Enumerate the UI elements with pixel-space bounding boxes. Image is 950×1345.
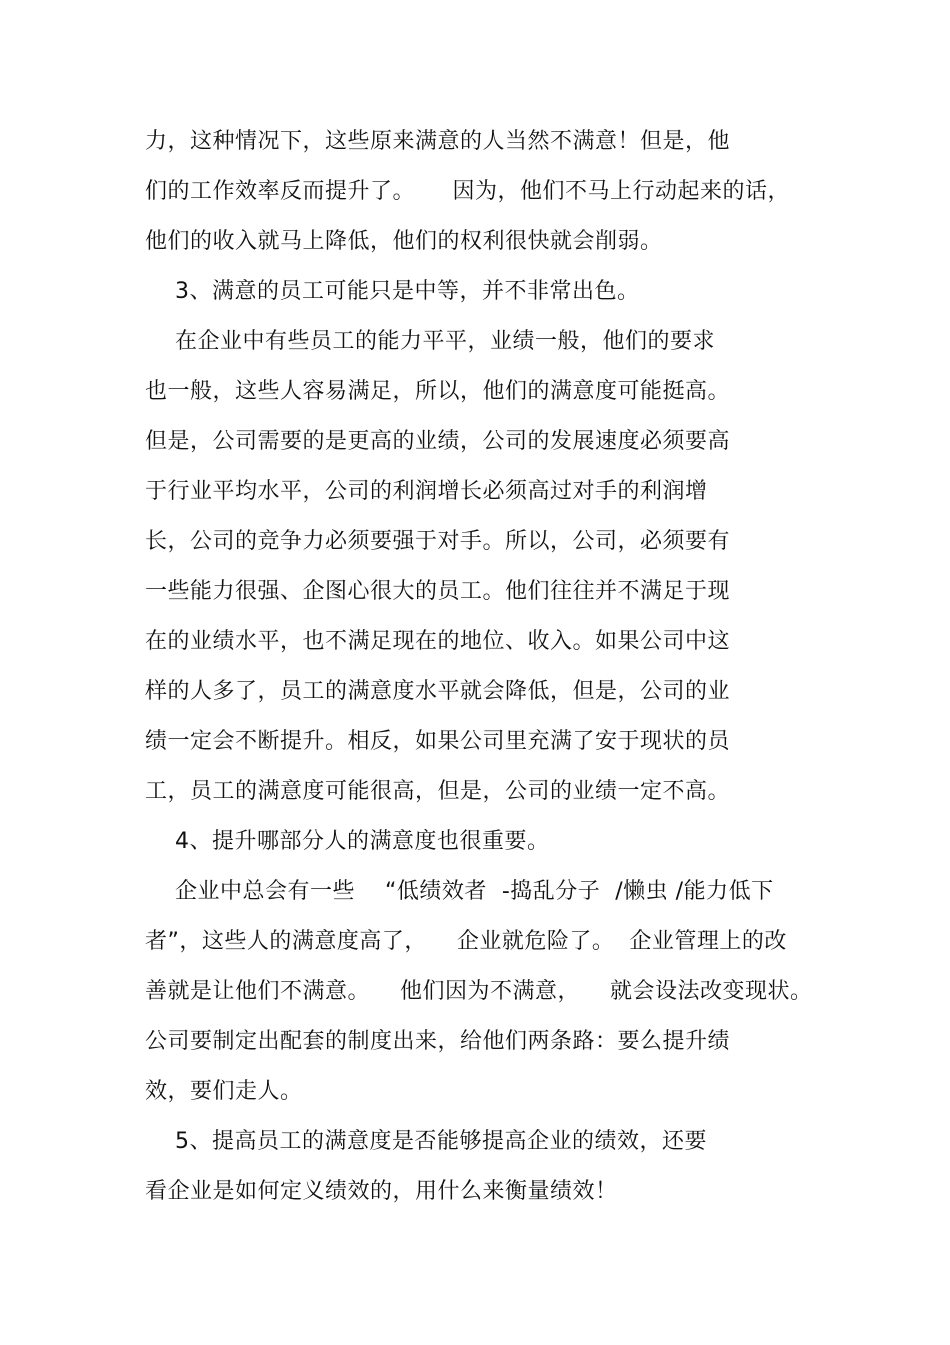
text-line: 看企业是如何定义绩效的，用什么来衡量绩效！ — [145, 1179, 618, 1204]
text-line: 长，公司的竞争力必须要强于对手。所以，公司，必须要有 — [145, 529, 731, 554]
text-line: 企业中总会有一些 “低绩效者 -捣乱分子 /懒虫 /能力低下 — [145, 879, 774, 904]
text-line: 一些能力很强、企图心很大的员工。他们往往并不满足于现 — [145, 579, 731, 604]
text-line: 绩一定会不断提升。相反，如果公司里充满了安于现状的员 — [145, 729, 731, 754]
text-line: 但是，公司需要的是更高的业绩，公司的发展速度必须要高 — [145, 429, 731, 454]
text-line: 在企业中有些员工的能力平平，业绩一般，他们的要求 — [145, 329, 715, 354]
text-line: 于行业平均水平，公司的利润增长必须高过对手的利润增 — [145, 479, 708, 504]
text-line: 公司要制定出配套的制度出来，给他们两条路：要么提升绩 — [145, 1029, 731, 1054]
text-line: 效，要们走人。 — [145, 1079, 303, 1104]
text-line: 们的工作效率反而提升了。 因为，他们不马上行动起来的话， — [145, 179, 790, 204]
text-line: 3、满意的员工可能只是中等，并不非常出色。 — [145, 279, 640, 304]
text-line: 力，这种情况下，这些原来满意的人当然不满意！但是，他 — [145, 129, 731, 154]
text-line: 样的人多了，员工的满意度水平就会降低，但是，公司的业 — [145, 679, 731, 704]
text-line: 在的业绩水平，也不满足现在的地位、收入。如果公司中这 — [145, 629, 731, 654]
text-line: 4、提升哪部分人的满意度也很重要。 — [145, 829, 550, 854]
text-line: 者”，这些人的满意度高了， 企业就危险了。 企业管理上的改 — [145, 929, 787, 954]
text-line: 工，员工的满意度可能很高，但是，公司的业绩一定不高。 — [145, 779, 731, 804]
text-line: 他们的收入就马上降低，他们的权利很快就会削弱。 — [145, 229, 663, 254]
text-line: 善就是让他们不满意。 他们因为不满意， 就会设法改变现状。 — [145, 979, 813, 1004]
text-line: 也一般，这些人容易满足，所以，他们的满意度可能挺高。 — [145, 379, 731, 404]
text-line: 5、提高员工的满意度是否能够提高企业的绩效，还要 — [145, 1129, 707, 1154]
